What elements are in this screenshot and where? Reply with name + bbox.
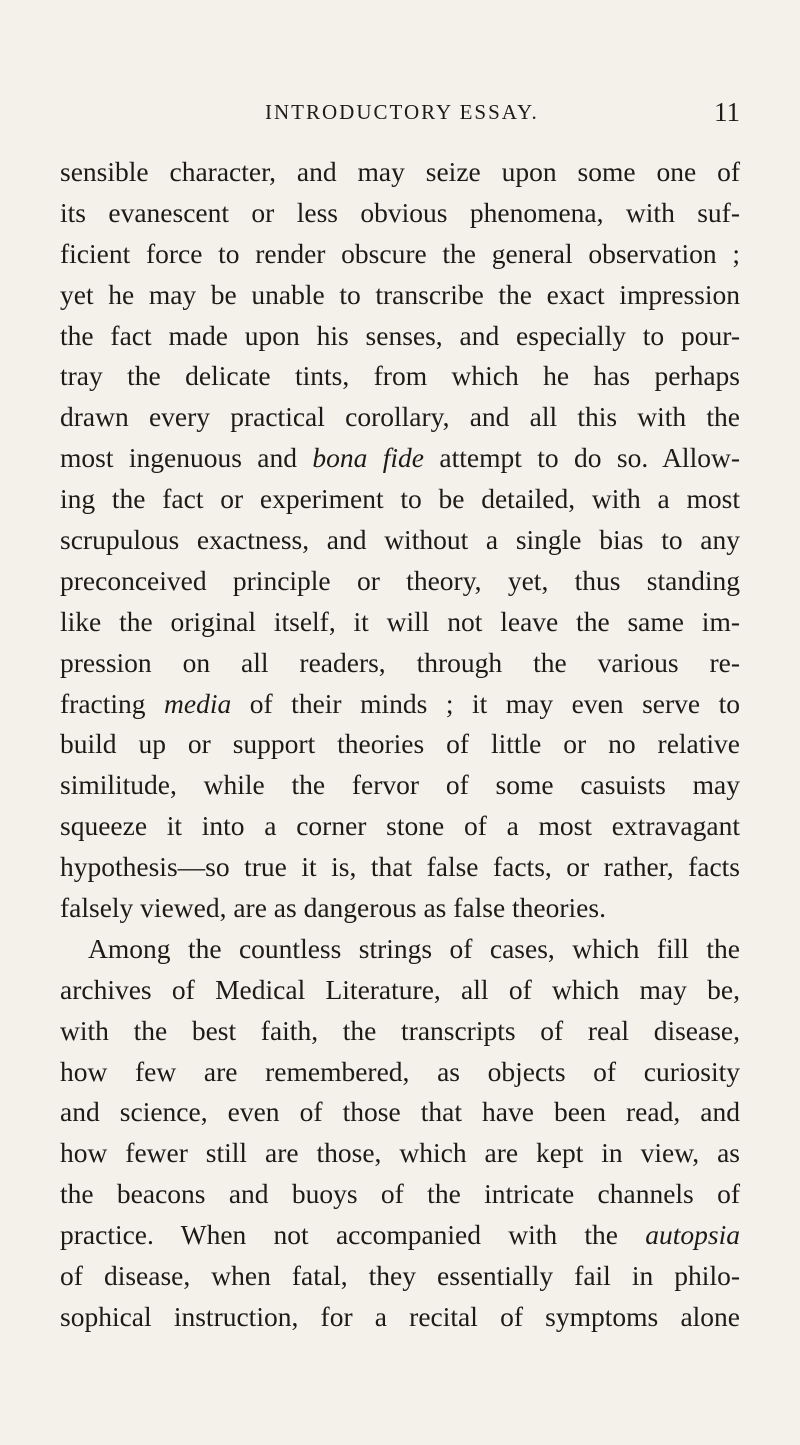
italic-phrase: bona fide: [312, 442, 424, 474]
text-line: the beacons and buoys of the intricate channels of: [60, 1178, 740, 1210]
text-line: like the original itself, it will not leave the same im-: [60, 605, 740, 637]
text-line: tray the delicate tints, from which he has perhaps: [60, 360, 740, 392]
text-line: the fact made upon his senses, and especially to pour-: [60, 319, 740, 351]
text-line: sensible character, and may seize upon some one of: [60, 156, 740, 187]
running-head: [60, 92, 740, 132]
text-line: yet he may be unable to transcribe the exact impression: [60, 278, 740, 310]
text-line: hypothesis—so true it is, that false facts, or rather, facts: [60, 851, 740, 883]
text-line: drawn every practical corollary, and all this with the: [60, 401, 740, 433]
italic-phrase: media: [164, 687, 232, 719]
text-line: practice. When not accompanied with the autopsia: [60, 1219, 740, 1251]
text-line: scrupulous exactness, and without a single bias to any: [60, 524, 740, 556]
text-line: squeeze it into a corner stone of a most extravagant: [60, 810, 740, 842]
text-line: fracting media of their minds ; it may even serve to: [60, 687, 740, 719]
text-line: sophical instruction, for a recital of symptoms alone: [60, 1300, 740, 1332]
text-line: how fewer still are those, which are kept in view, as: [60, 1137, 740, 1169]
text-line: similitude, while the fervor of some casuists may: [60, 769, 740, 801]
body-text: [60, 152, 740, 1338]
text-line: archives of Medical Literature, all of which may be,: [60, 973, 740, 1005]
page-number: 11: [714, 97, 740, 127]
text-line: ficient force to render obscure the general observation ;: [60, 237, 740, 269]
paragraph-2: [60, 929, 740, 1338]
running-title: INTRODUCTORY ESSAY.: [265, 100, 539, 124]
text-line: how few are remembered, as objects of curiosity: [60, 1055, 740, 1087]
text-line: pression on all readers, through the various re-: [60, 646, 740, 678]
text-line: Among the countless strings of cases, which fill the: [88, 932, 740, 964]
text-line: with the best faith, the transcripts of real disease,: [60, 1014, 740, 1046]
text-line: preconceived principle or theory, yet, thus standing: [60, 564, 740, 596]
paragraph-1: [60, 152, 740, 929]
text-line: and science, even of those that have been read, and: [60, 1096, 740, 1128]
text-line: build up or support theories of little or no relative: [60, 728, 740, 760]
italic-phrase: autopsia: [645, 1219, 740, 1251]
text-line: falsely viewed, are as dangerous as false theories.: [60, 892, 606, 924]
text-line: of disease, when fatal, they essentially fail in philo-: [60, 1260, 740, 1292]
text-line: ing the fact or experiment to be detailed, with a most: [60, 483, 740, 515]
text-line: its evanescent or less obvious phenomena, with suf-: [60, 196, 740, 228]
text-line: most ingenuous and bona fide attempt to do so. Allow-: [60, 442, 740, 474]
